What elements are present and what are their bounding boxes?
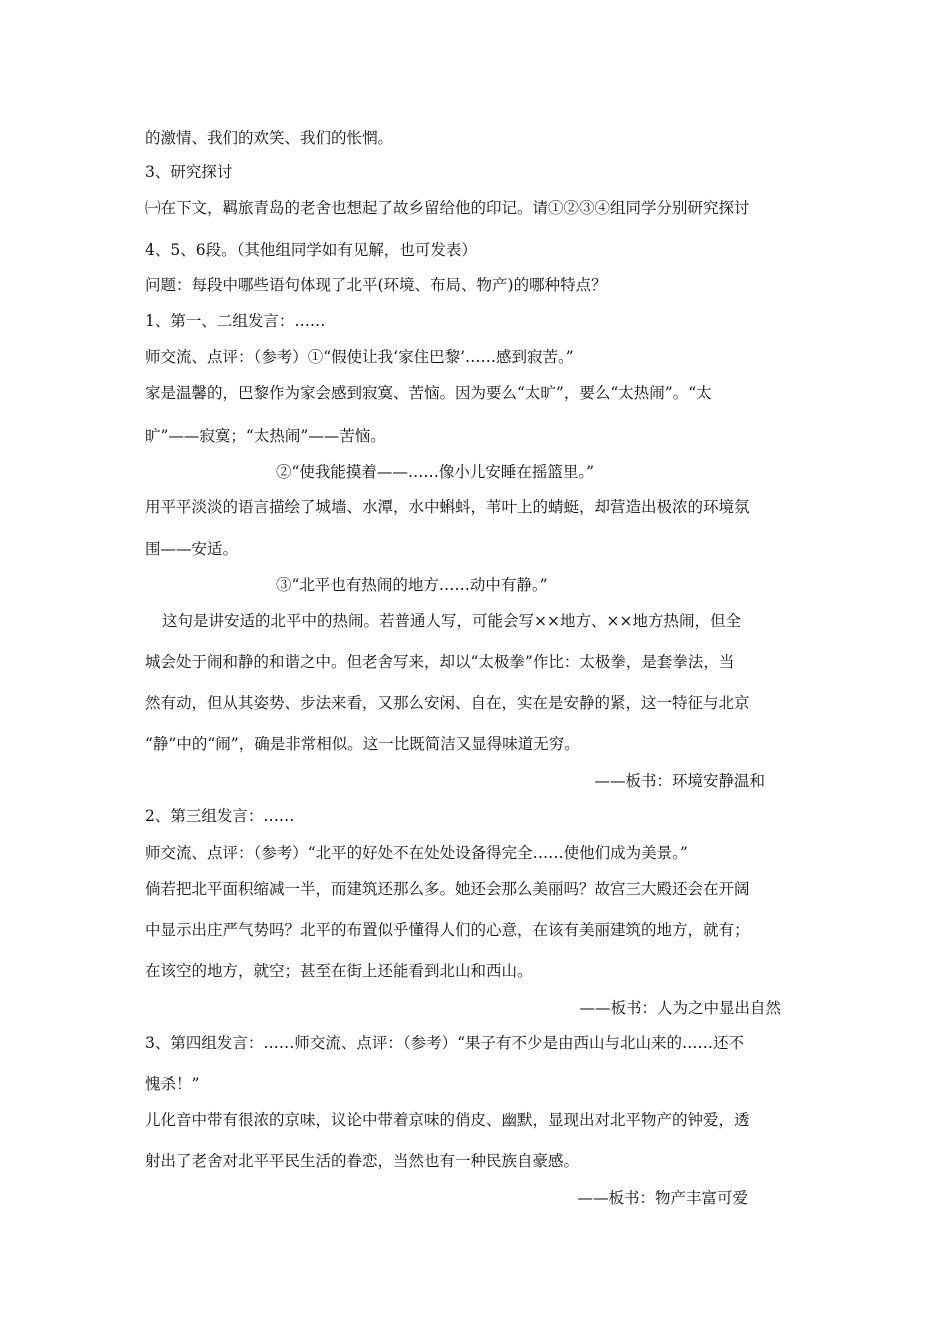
text-line: 这句是讲安适的北平中的热闹。若普通人写，可能会写××地方、××地方热闹，但全 xyxy=(162,612,741,630)
question-line: 问题：每段中哪些语句体现了北平(环境、布局、物产)的哪种特点？ xyxy=(145,276,607,294)
quote-line: ③“北平也有热闹的地方……动中有静。” xyxy=(276,576,548,594)
blackboard-note: ——板书：物产丰富可爱 xyxy=(577,1189,748,1207)
text-line: 愧杀！” xyxy=(145,1075,200,1093)
text-line: 在该空的地方，就空；甚至在街上还能看到北山和西山。 xyxy=(145,962,533,980)
text-line: 用平平淡淡的语言描绘了城墙、水潭，水中蝌蚪，苇叶上的蜻蜓，却营造出极浓的环境氛 xyxy=(145,498,750,516)
text-line: 射出了老舍对北平平民生活的眷恋，当然也有一种民族自豪感。 xyxy=(145,1152,580,1170)
text-line: 1、第一、二组发言：…… xyxy=(145,312,326,330)
text-line: 师交流、点评：（参考）①“假使让我‘家住巴黎’……感到寂苦。” xyxy=(145,348,574,366)
text-line: 城会处于闹和静的和谐之中。但老舍写来，却以“太极拳”作比：太极拳，是套拳法，当 xyxy=(145,653,735,671)
text-line: 旷”——寂寞；“太热闹”——苦恼。 xyxy=(145,427,386,445)
text-line: 的激情、我们的欢笑、我们的怅惘。 xyxy=(145,129,394,147)
quote-line: ②“使我能摸着——……像小儿安睡在摇篮里。” xyxy=(276,463,595,481)
blackboard-note: ——板书：人为之中显出自然 xyxy=(579,999,781,1017)
text-line: “静”中的“闹”，确是非常相似。这一比既简洁又显得味道无穷。 xyxy=(145,735,580,753)
text-line: 倘若把北平面积缩减一半，而建筑还那么多。她还会那么美丽吗？故宫三大殿还会在开阔 xyxy=(145,880,750,898)
text-line: 4、5、6段。（其他组同学如有见解，也可发表） xyxy=(145,241,477,259)
section-heading: 3、研究探讨 xyxy=(145,163,233,181)
text-line: 家是温馨的，巴黎作为家会感到寂寞、苦恼。因为要么“太旷”，要么“太热闹”。“太 xyxy=(145,384,712,402)
text-line: ㈠在下文，羁旅青岛的老舍也想起了故乡留给他的印记。请①②③④组同学分别研究探讨 xyxy=(145,199,750,217)
blackboard-note: ——板书：环境安静温和 xyxy=(594,772,765,790)
text-line: 儿化音中带有很浓的京味，议论中带着京味的俏皮、幽默，显现出对北平物产的钟爱，透 xyxy=(145,1111,750,1129)
text-line: 然有动，但从其姿势、步法来看，又那么安闲、自在，实在是安静的紧，这一特征与北京 xyxy=(145,694,750,712)
section-heading: 2、第三组发言：…… xyxy=(145,807,295,825)
text-line: 中显示出庄严气势吗？北平的布置似乎懂得人们的心意，在该有美丽建筑的地方，就有； xyxy=(145,921,750,939)
section-heading: 3、第四组发言：……师交流、点评：（参考）“果子有不少是由西山与北山来的……还不 xyxy=(145,1034,745,1052)
text-line: 师交流、点评：（参考）“北平的好处不在处处设备得完全……使他们成为美景。” xyxy=(145,844,688,862)
text-line: 围——安适。 xyxy=(145,540,239,558)
